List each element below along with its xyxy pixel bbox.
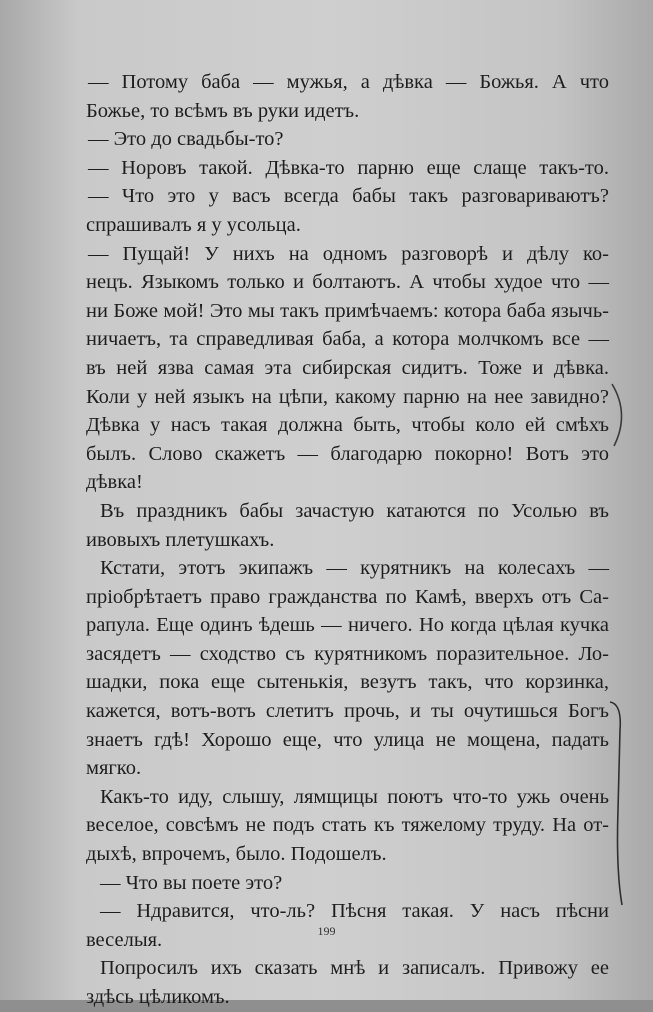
text-line: ни Боже мой! Это мы такъ примѣчаемъ: котора баба язычь-	[86, 299, 609, 322]
text-line: кажется, вотъ-вотъ слетитъ прочь, и ты очутишься Богъ	[86, 700, 609, 723]
text-line: Коли у ней языкъ на цѣпи, какому парню на нее завидно?	[86, 385, 609, 408]
text-line: нецъ. Языкомъ только и болтаютъ. А чтобы худое что —	[86, 271, 609, 294]
text-line: Какъ-то иду, слышу, лямщицы поютъ что-то ужь очень	[100, 785, 609, 808]
page-body-text	[86, 68, 609, 1012]
margin-bracket-mark	[608, 380, 638, 450]
text-line: веселыя.	[86, 928, 163, 951]
text-line: — Что это у васъ всегда бабы такъ разговариваютъ?	[88, 185, 609, 208]
text-line: рапула. Еще одинъ ѣдешь — ничего. Но когда цѣлая кучка	[86, 614, 609, 637]
text-line: Попросилъ ихъ сказать мнѣ и записалъ. Привожу ее	[100, 957, 609, 980]
page-number: 199	[317, 924, 336, 938]
text-line: — Это до свадьбы-то?	[88, 128, 284, 151]
text-line: здѣсь цѣликомъ.	[86, 986, 230, 1008]
text-line: засядетъ — сходство съ курятникомъ поразительное. Ло-	[86, 642, 609, 665]
text-line: Въ праздникъ бабы зачастую катаются по Усолью въ	[100, 499, 609, 522]
text-line: знаетъ гдѣ! Хорошо еще, что улица не мощена, падать	[86, 728, 609, 751]
text-line: былъ. Слово скажетъ — благодарю покорно! Вотъ это дѣвка!	[86, 442, 609, 494]
text-line: шадки, пока еще сытенькія, везутъ такъ, что корзинка,	[86, 671, 609, 694]
text-line: Дѣвка у насъ такая должна быть, чтобы коло ей смѣхъ	[86, 414, 609, 437]
margin-line-mark	[600, 700, 630, 910]
text-line: пріобрѣтаетъ право гражданства по Камѣ, вверхъ отъ Са-	[86, 585, 609, 608]
text-line: въ ней язва самая эта сибирская сидитъ. Тоже и дѣвка.	[86, 356, 609, 379]
text-line: — Что вы поете это?	[100, 871, 283, 894]
text-line: веселое, совсѣмъ не подъ стать къ тяжелому труду. На от-	[86, 814, 609, 837]
text-line: дыхѣ, впрочемъ, было. Подошелъ.	[86, 843, 387, 866]
text-line: — Потому баба — мужья, а дѣвка — Божья. А что	[88, 71, 609, 93]
text-line: — Пущай! У нихъ на одномъ разговорѣ и дѣлу ко-	[88, 242, 609, 265]
text-line: ивовыхъ плетушкахъ.	[86, 528, 275, 551]
text-line: Божье, то всѣмъ въ руки идетъ.	[86, 99, 360, 122]
text-line: мягко.	[86, 757, 142, 780]
text-line: — Ндравится, что-ль? Пѣсня такая. У насъ пѣсни	[100, 900, 609, 923]
text-line: спрашивалъ я у усольца.	[86, 213, 301, 236]
text-line: — Норовъ такой. Дѣвка-то парню еще слаще такъ-то.	[88, 156, 609, 179]
text-line: ничаетъ, та справедливая баба, а котора молчкомъ все —	[86, 328, 609, 351]
text-line: Кстати, этотъ экипажъ — курятникъ на колесахъ —	[100, 557, 609, 580]
